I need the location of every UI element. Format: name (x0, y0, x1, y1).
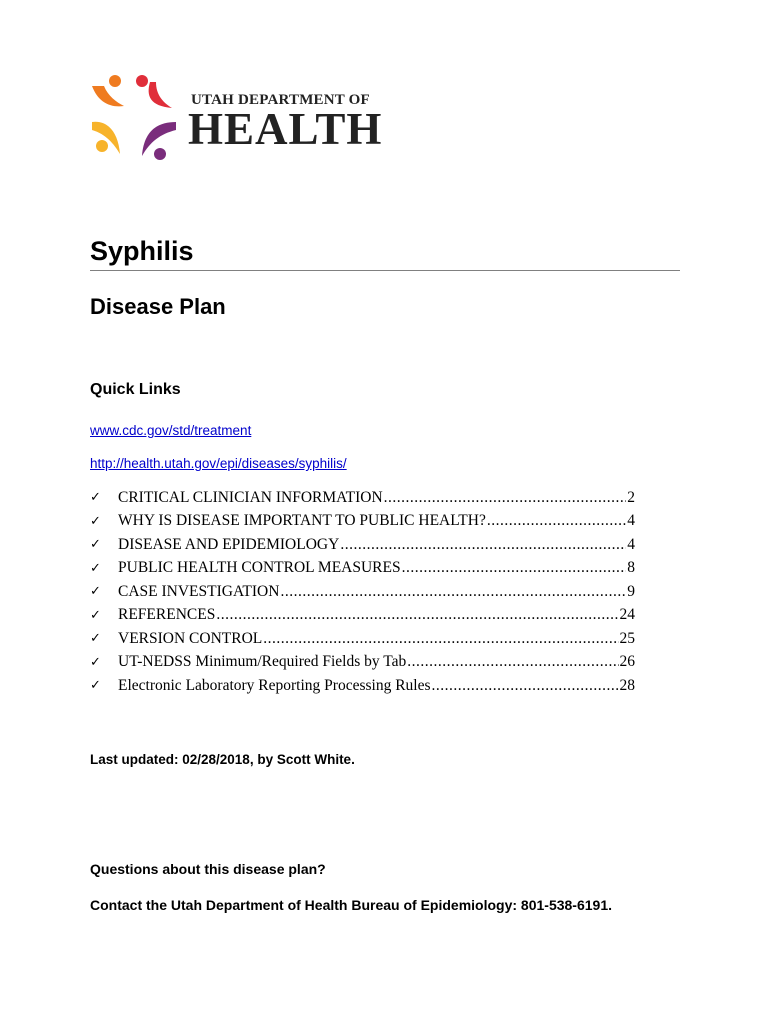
toc-leader-dots (432, 677, 619, 695)
check-icon: ✓ (90, 631, 101, 647)
toc-item-page: 9 (627, 582, 635, 600)
toc-item-label: DISEASE AND EPIDEMIOLOGY (118, 535, 340, 553)
logo-yellow-head (96, 140, 108, 152)
toc-item[interactable] (90, 510, 635, 534)
check-icon: ✓ (90, 513, 101, 529)
logo-people-icon (88, 72, 178, 166)
cdc-treatment-link[interactable]: www.cdc.gov/std/treatment (90, 423, 252, 438)
last-updated-text: Last updated: 02/28/2018, by Scott White. (90, 752, 355, 767)
logo-orange-head (109, 75, 121, 87)
logo-text-line2: HEALTH (188, 104, 383, 154)
toc-item-label: Electronic Laboratory Reporting Processing Rules (118, 676, 431, 694)
toc-item[interactable] (90, 604, 635, 628)
toc-leader-dots (216, 606, 618, 624)
document-subtitle: Disease Plan (90, 294, 226, 319)
toc-item-page: 4 (627, 512, 635, 530)
contact-text: Contact the Utah Department of Health Bureau of Epidemiology: 801-538-6191. (90, 897, 612, 913)
toc-item-page: 26 (619, 653, 635, 671)
toc-item-page: 4 (627, 535, 635, 553)
check-icon: ✓ (90, 678, 101, 694)
toc-item-page: 8 (627, 559, 635, 577)
toc-item[interactable] (90, 557, 635, 581)
check-icon: ✓ (90, 654, 101, 670)
check-icon: ✓ (90, 584, 101, 600)
toc-item[interactable] (90, 627, 635, 651)
table-of-contents (90, 486, 635, 698)
questions-text: Questions about this disease plan? (90, 861, 326, 877)
logo-red-head (136, 75, 148, 87)
logo-text-line1: UTAH DEPARTMENT OF (191, 92, 370, 108)
check-icon: ✓ (90, 537, 101, 553)
check-icon: ✓ (90, 560, 101, 576)
toc-leader-dots (280, 583, 626, 601)
toc-item-page: 24 (619, 606, 635, 624)
logo-orange-arm (92, 86, 124, 106)
check-icon: ✓ (90, 607, 101, 623)
toc-item-page: 25 (619, 629, 635, 647)
quick-links-heading: Quick Links (90, 381, 181, 398)
toc-item-label: CASE INVESTIGATION (118, 582, 280, 600)
toc-item[interactable] (90, 651, 635, 675)
toc-leader-dots (384, 489, 627, 507)
toc-item-label: CRITICAL CLINICIAN INFORMATION (118, 488, 383, 506)
toc-item[interactable] (90, 674, 635, 698)
toc-leader-dots (340, 536, 626, 554)
check-icon: ✓ (90, 490, 101, 506)
toc-item-label: UT-NEDSS Minimum/Required Fields by Tab (118, 653, 407, 671)
logo-purple-head (154, 148, 166, 160)
toc-item[interactable] (90, 580, 635, 604)
utah-health-logo (88, 72, 388, 168)
title-divider (90, 270, 680, 271)
toc-leader-dots (263, 630, 618, 648)
document-title: Syphilis (90, 236, 194, 266)
toc-item-page: 28 (619, 676, 635, 694)
toc-item[interactable] (90, 533, 635, 557)
logo-red-arm (149, 82, 172, 108)
toc-leader-dots (407, 653, 618, 671)
toc-item-label: WHY IS DISEASE IMPORTANT TO PUBLIC HEALTH? (118, 512, 486, 530)
toc-item[interactable] (90, 486, 635, 510)
utah-syphilis-link[interactable]: http://health.utah.gov/epi/diseases/syphilis/ (90, 456, 347, 471)
toc-item-label: REFERENCES (118, 606, 216, 624)
toc-item-page: 2 (627, 488, 635, 506)
toc-leader-dots (487, 512, 626, 530)
toc-item-label: PUBLIC HEALTH CONTROL MEASURES (118, 559, 401, 577)
toc-item-label: VERSION CONTROL (118, 629, 263, 647)
toc-leader-dots (402, 559, 627, 577)
